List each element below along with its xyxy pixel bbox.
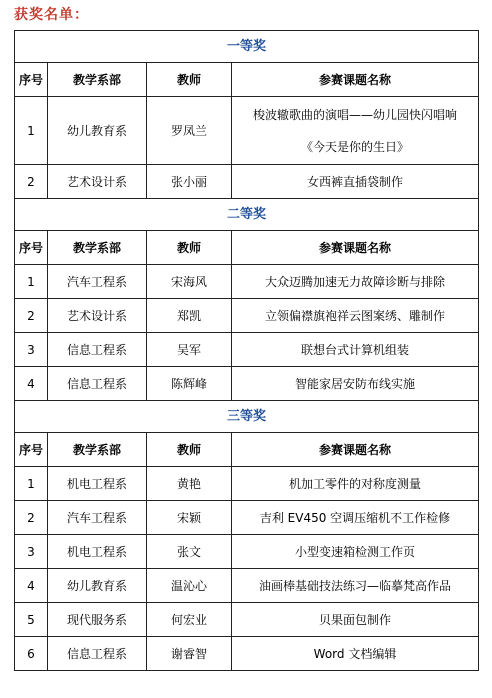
department-cell: 艺术设计系 — [48, 299, 147, 333]
prize-level-row — [15, 199, 479, 231]
topic-header: 参赛课题名称 — [232, 433, 479, 467]
row-number: 3 — [15, 535, 48, 569]
topic-cell — [232, 97, 479, 165]
row-number: 2 — [15, 501, 48, 535]
teacher-cell: 宋海风 — [147, 265, 232, 299]
topic-cell: 吉利 EV450 空调压缩机不工作检修 — [232, 501, 479, 535]
department-cell: 信息工程系 — [48, 637, 147, 671]
table-row — [15, 501, 479, 535]
topic-cell: 联想台式计算机组装 — [232, 333, 479, 367]
teacher-cell: 张小丽 — [147, 165, 232, 199]
teacher-cell: 何宏业 — [147, 603, 232, 637]
topic-cell: 贝果面包制作 — [232, 603, 479, 637]
table-row — [15, 569, 479, 603]
department-cell: 机电工程系 — [48, 535, 147, 569]
prize-level-title: 二等奖 — [15, 199, 479, 231]
department-cell: 幼儿教育系 — [48, 97, 147, 165]
teacher-cell: 黄艳 — [147, 467, 232, 501]
teacher-cell: 温沁心 — [147, 569, 232, 603]
page-heading: 获奖名单： — [14, 7, 89, 23]
teacher-cell: 张文 — [147, 535, 232, 569]
table-row — [15, 367, 479, 401]
table-row — [15, 467, 479, 501]
prize-level-title: 一等奖 — [15, 31, 479, 63]
table-row — [15, 299, 479, 333]
table-row — [15, 333, 479, 367]
teacher-cell: 郑凯 — [147, 299, 232, 333]
department-cell: 现代服务系 — [48, 603, 147, 637]
topic-cell: Word 文档编辑 — [232, 637, 479, 671]
dept-header: 教学系部 — [48, 231, 147, 265]
table-row — [15, 603, 479, 637]
topic-cell: 机加工零件的对称度测量 — [232, 467, 479, 501]
teacher-cell: 宋颖 — [147, 501, 232, 535]
topic-cell: 小型变速箱检测工作页 — [232, 535, 479, 569]
department-cell: 机电工程系 — [48, 467, 147, 501]
table-row — [15, 265, 479, 299]
no-header: 序号 — [15, 231, 48, 265]
column-header-row — [15, 63, 479, 97]
row-number: 2 — [15, 299, 48, 333]
row-number: 4 — [15, 569, 48, 603]
no-header: 序号 — [15, 63, 48, 97]
teacher-cell: 罗凤兰 — [147, 97, 232, 165]
department-cell: 幼儿教育系 — [48, 569, 147, 603]
department-cell: 信息工程系 — [48, 333, 147, 367]
department-cell: 汽车工程系 — [48, 265, 147, 299]
department-cell: 信息工程系 — [48, 367, 147, 401]
dept-header: 教学系部 — [48, 63, 147, 97]
teacher-cell: 谢睿智 — [147, 637, 232, 671]
column-header-row — [15, 231, 479, 265]
row-number: 4 — [15, 367, 48, 401]
department-cell: 汽车工程系 — [48, 501, 147, 535]
topic-cell: 大众迈腾加速无力故障诊断与排除 — [232, 265, 479, 299]
row-number: 1 — [15, 265, 48, 299]
table-row — [15, 97, 479, 165]
row-number: 1 — [15, 97, 48, 165]
prize-level-row — [15, 31, 479, 63]
topic-cell: 油画棒基础技法练习—临摹梵高作品 — [232, 569, 479, 603]
department-cell: 艺术设计系 — [48, 165, 147, 199]
topic-line-1: 梭波辙歌曲的演唱——幼儿园快闪唱响 — [253, 107, 458, 122]
teacher-header: 教师 — [147, 433, 232, 467]
row-number: 6 — [15, 637, 48, 671]
awards-table — [14, 30, 479, 671]
table-row — [15, 637, 479, 671]
teacher-header: 教师 — [147, 63, 232, 97]
prize-level-row — [15, 401, 479, 433]
topic-cell: 立领偏襟旗袍祥云图案绣、雕制作 — [232, 299, 479, 333]
teacher-header: 教师 — [147, 231, 232, 265]
topic-line-2: 《今天是你的生日》 — [301, 139, 410, 154]
row-number: 5 — [15, 603, 48, 637]
no-header: 序号 — [15, 433, 48, 467]
table-row — [15, 165, 479, 199]
teacher-cell: 陈辉峰 — [147, 367, 232, 401]
prize-level-title: 三等奖 — [15, 401, 479, 433]
column-header-row — [15, 433, 479, 467]
topic-cell: 女西裤直插袋制作 — [232, 165, 479, 199]
table-row — [15, 535, 479, 569]
dept-header: 教学系部 — [48, 433, 147, 467]
topic-header: 参赛课题名称 — [232, 63, 479, 97]
row-number: 3 — [15, 333, 48, 367]
row-number: 1 — [15, 467, 48, 501]
teacher-cell: 吴军 — [147, 333, 232, 367]
topic-cell: 智能家居安防布线实施 — [232, 367, 479, 401]
row-number: 2 — [15, 165, 48, 199]
topic-header: 参赛课题名称 — [232, 231, 479, 265]
